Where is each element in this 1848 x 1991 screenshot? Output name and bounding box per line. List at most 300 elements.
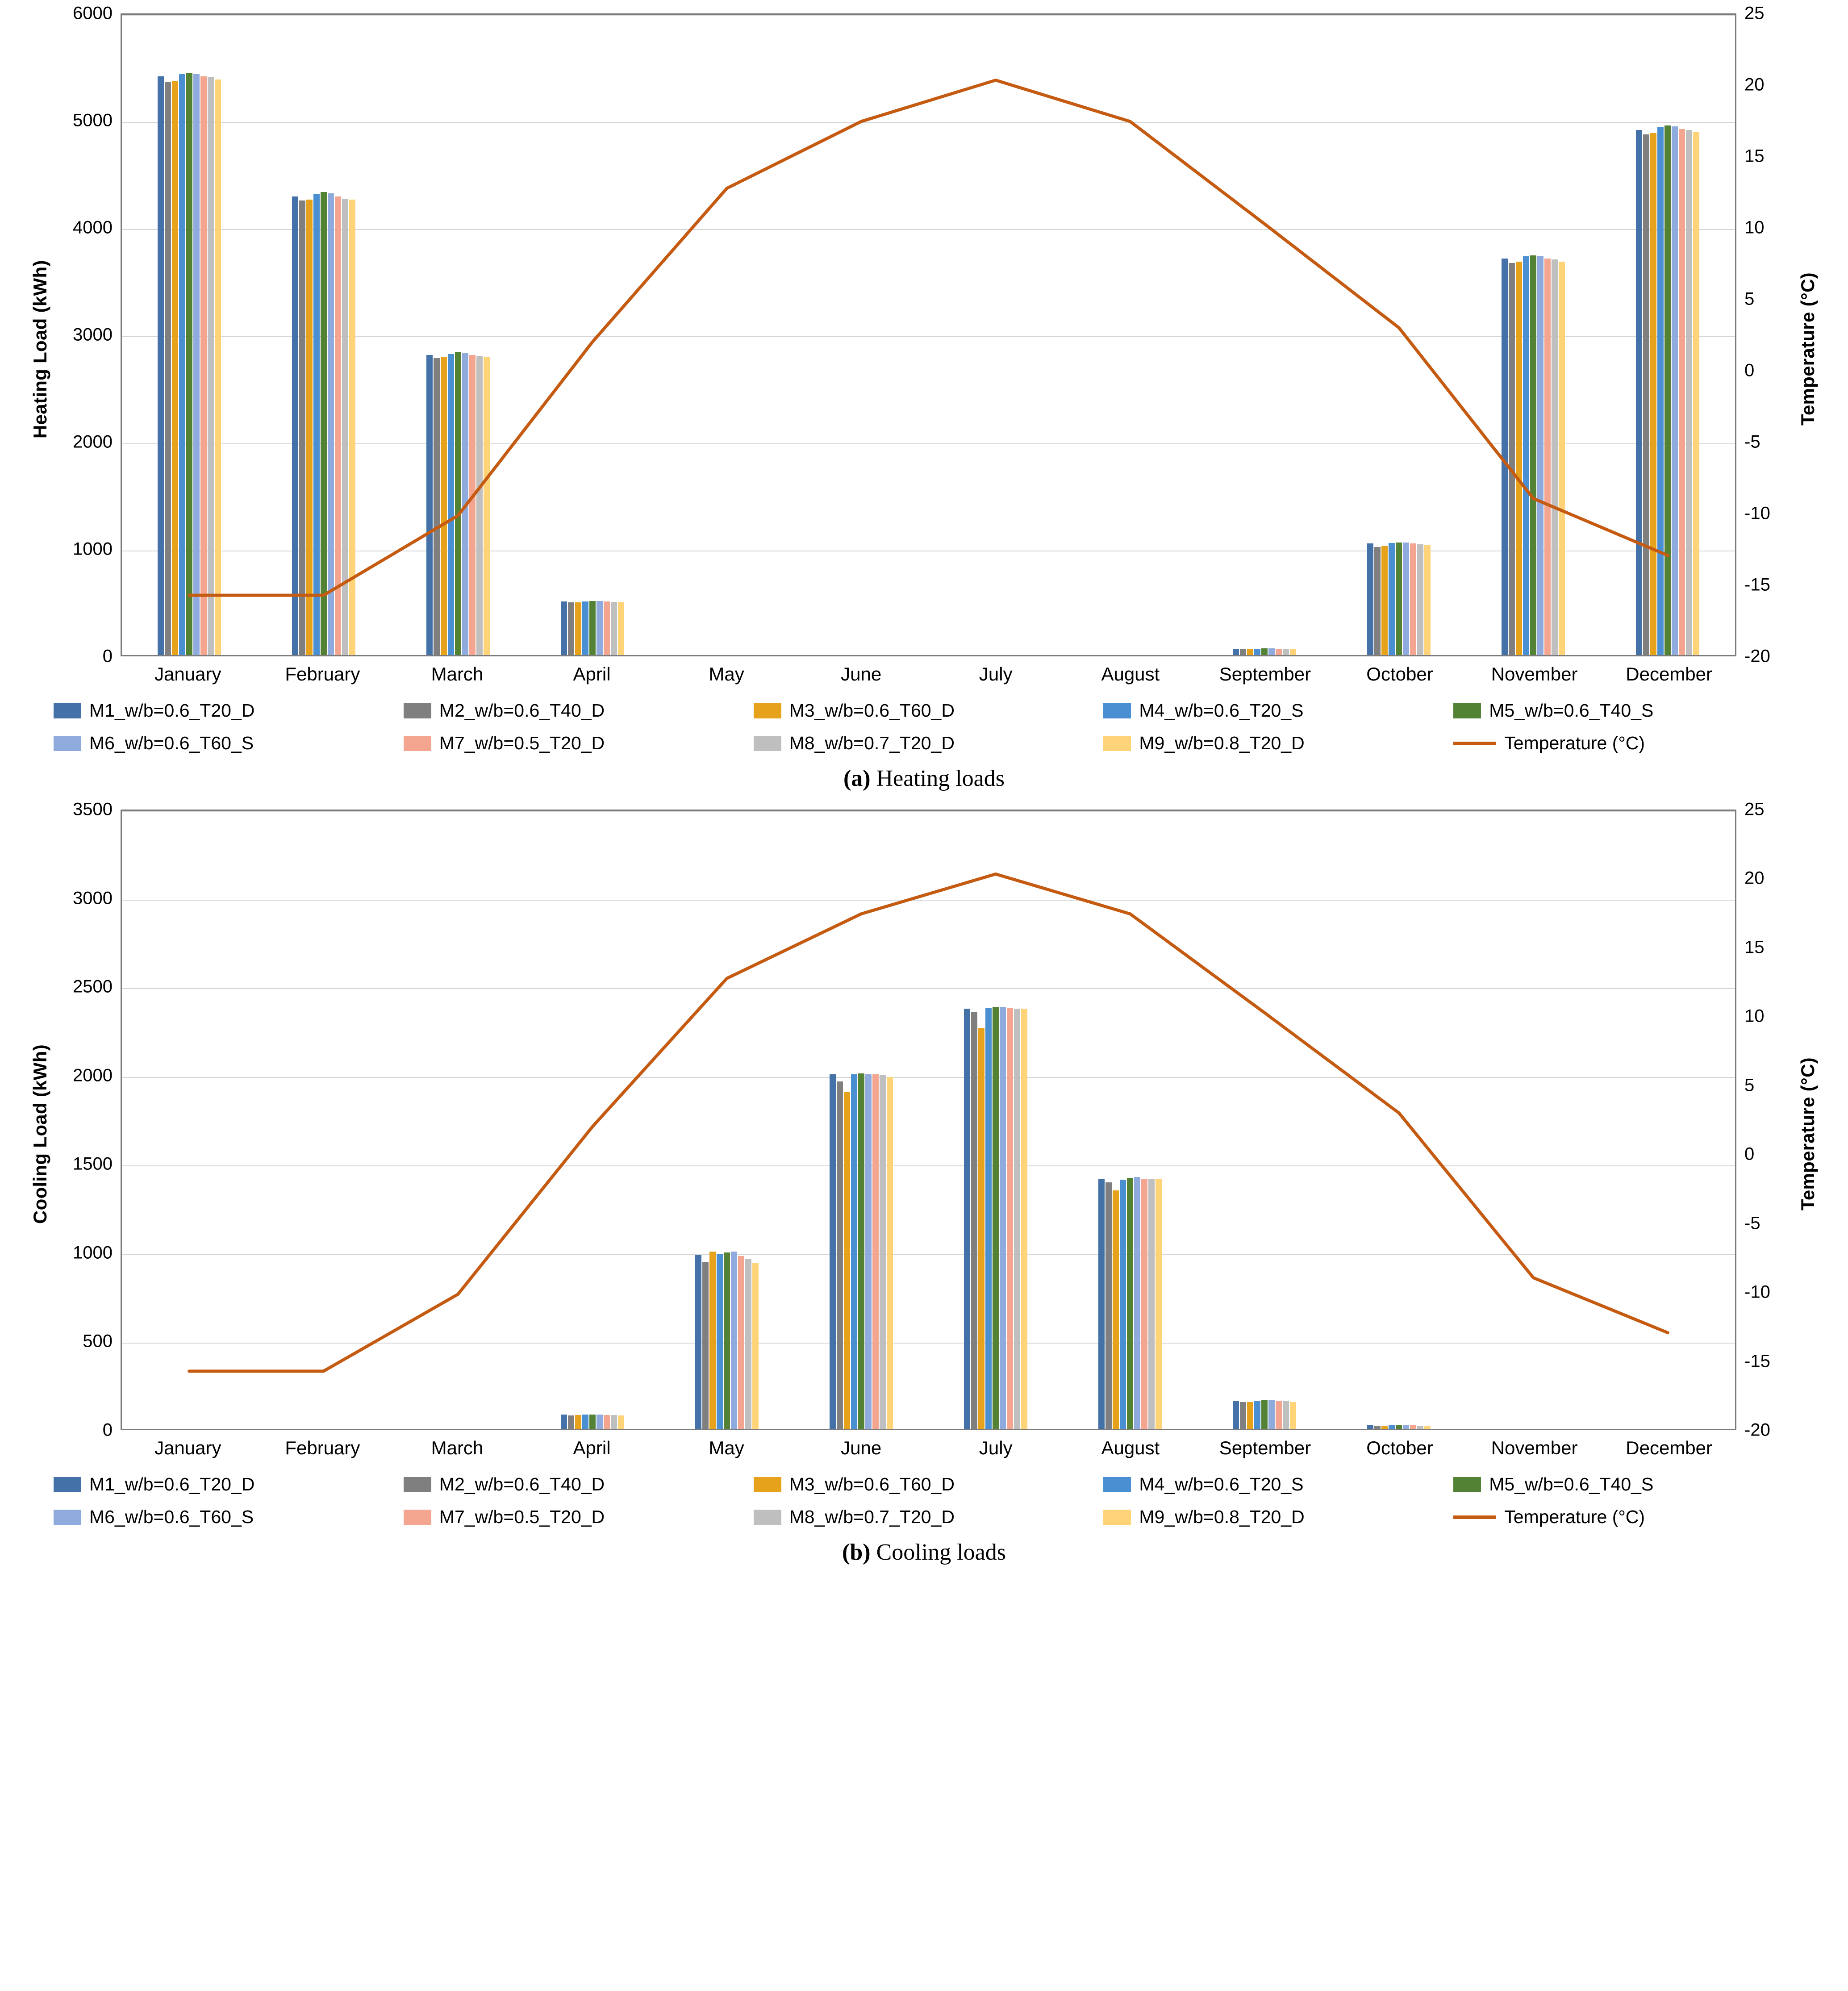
plot-area — [121, 810, 1736, 1430]
bar — [1290, 1402, 1296, 1429]
y-tick-label-left: 6000 — [73, 3, 113, 23]
x-tick-label: September — [1219, 1437, 1311, 1458]
bar — [568, 1415, 574, 1429]
legend-label: M5_w/b=0.6_T40_S — [1489, 1474, 1654, 1494]
bar — [1693, 132, 1699, 655]
chart — [27, 3, 1821, 685]
legend-item[interactable] — [1103, 1507, 1453, 1528]
bar — [561, 601, 567, 655]
x-tick-label: June — [841, 1437, 882, 1458]
figure-cooling — [27, 799, 1821, 1565]
bar — [709, 1252, 716, 1429]
legend-label: M4_w/b=0.6_T20_S — [1139, 1474, 1304, 1494]
bar — [1120, 1180, 1126, 1429]
chart-legend — [27, 700, 1821, 754]
bar — [193, 74, 200, 655]
y-tick-label-left: 0 — [102, 646, 113, 666]
bar — [299, 200, 305, 655]
x-tick-label: February — [285, 1437, 360, 1458]
legend-row — [54, 1507, 1803, 1528]
legend-item[interactable] — [1103, 700, 1453, 721]
bar — [724, 1252, 730, 1429]
legend-item[interactable] — [54, 700, 404, 721]
bar — [1657, 127, 1664, 655]
bar — [837, 1081, 843, 1429]
y-tick-label-right: 10 — [1744, 1006, 1765, 1026]
y-axis-ticks-right — [1736, 3, 1794, 666]
y-tick-label-right: -5 — [1744, 432, 1760, 452]
bar — [971, 1012, 977, 1429]
bar-group — [928, 811, 1063, 1429]
legend-swatch-icon — [1453, 1477, 1481, 1492]
legend-swatch-icon — [754, 736, 781, 751]
bar — [745, 1259, 751, 1429]
bar — [702, 1262, 709, 1429]
bar — [313, 194, 320, 655]
y-tick-label-left: 2000 — [73, 1065, 113, 1085]
bar — [1664, 125, 1671, 655]
y-axis-title-left: Cooling Load (kWh) — [29, 1044, 50, 1224]
y-axis-ticks-right — [1736, 799, 1794, 1440]
bar — [208, 77, 214, 655]
bar — [335, 196, 341, 655]
bar — [1417, 544, 1423, 655]
legend-label: Temperature (°C) — [1504, 733, 1645, 753]
bar — [426, 355, 433, 655]
figure-caption — [27, 1539, 1821, 1565]
bar — [985, 1008, 992, 1429]
bar — [1127, 1178, 1133, 1429]
bar — [604, 601, 610, 655]
legend-label: M1_w/b=0.6_T20_D — [89, 700, 255, 721]
bar — [1254, 1401, 1260, 1429]
bar — [1396, 543, 1402, 655]
legend-item[interactable] — [1103, 1474, 1453, 1495]
bar — [455, 352, 461, 655]
y-tick-label-right: 25 — [1744, 799, 1765, 819]
legend-item[interactable] — [1453, 1507, 1803, 1528]
bar-group — [1332, 15, 1466, 655]
caption-text: Cooling loads — [870, 1540, 1006, 1565]
y-tick-label-left: 3500 — [73, 799, 113, 819]
bar — [880, 1075, 886, 1429]
bar-group — [1466, 811, 1601, 1429]
legend-swatch-icon — [1103, 1477, 1131, 1492]
bar — [1381, 1426, 1388, 1429]
bar — [597, 601, 603, 655]
bar — [1424, 545, 1431, 655]
bar — [830, 1074, 836, 1429]
bar — [1021, 1009, 1027, 1429]
x-tick-label: May — [709, 664, 744, 685]
bar — [462, 353, 468, 655]
x-axis-labels — [121, 656, 1736, 685]
x-tick-label: November — [1491, 664, 1578, 685]
y-axis-title-left: Heating Load (kWh) — [29, 260, 50, 438]
legend-swatch-icon — [54, 1477, 81, 1492]
bar — [1537, 256, 1543, 655]
bar-group — [659, 15, 794, 655]
bar — [1007, 1008, 1013, 1429]
bar — [179, 74, 185, 655]
bar-group — [794, 15, 928, 655]
bar — [561, 1415, 567, 1429]
bar — [738, 1256, 744, 1429]
bar — [1381, 546, 1388, 655]
bar — [695, 1255, 701, 1429]
bar-columns — [122, 811, 1735, 1429]
figures-container — [27, 3, 1821, 1565]
legend-swatch-icon — [404, 736, 431, 751]
legend-item[interactable] — [404, 733, 754, 754]
x-tick-label: July — [979, 1437, 1013, 1458]
y-tick-label-right: -15 — [1744, 1351, 1770, 1371]
bar — [575, 602, 581, 655]
legend-label: M8_w/b=0.7_T20_D — [789, 1507, 955, 1527]
x-tick-label: August — [1101, 664, 1160, 685]
bar — [865, 1074, 872, 1429]
y-tick-label-right: 10 — [1744, 217, 1765, 238]
y-tick-label-right: 20 — [1744, 75, 1765, 95]
bar — [993, 1007, 999, 1429]
plot-area — [121, 13, 1736, 656]
bar — [604, 1415, 610, 1429]
y-tick-label-right: 25 — [1744, 3, 1765, 23]
x-tick-label: October — [1366, 664, 1433, 685]
plot-area-wrapper — [121, 13, 1736, 685]
bar-group — [525, 15, 659, 655]
chart-legend — [27, 1474, 1821, 1528]
y-tick-label-left: 5000 — [73, 110, 113, 130]
bar — [1156, 1179, 1162, 1429]
x-tick-label: January — [154, 1437, 221, 1458]
bar — [476, 356, 483, 655]
bar — [1290, 649, 1296, 655]
bar — [611, 1415, 617, 1429]
y-tick-label-left: 1500 — [73, 1154, 113, 1174]
y-tick-label-left: 3000 — [73, 325, 113, 345]
legend-label: M9_w/b=0.8_T20_D — [1139, 733, 1305, 753]
bar-group — [525, 811, 659, 1429]
bar — [1247, 1402, 1253, 1429]
bar — [582, 1415, 588, 1429]
y-tick-label-right: -10 — [1744, 503, 1770, 523]
bar — [1367, 1425, 1373, 1429]
y-tick-label-left: 1000 — [73, 1243, 113, 1263]
bar — [1268, 1400, 1275, 1429]
x-tick-label: November — [1491, 1437, 1578, 1458]
legend-swatch-icon — [1103, 1510, 1131, 1525]
figure-heating — [27, 3, 1821, 792]
bar — [1396, 1425, 1402, 1429]
legend-label: M5_w/b=0.6_T40_S — [1489, 700, 1654, 721]
bar-group — [122, 15, 256, 655]
bar-group — [122, 811, 256, 1429]
bar — [1559, 262, 1565, 655]
bar — [158, 76, 164, 655]
y-tick-label-right: -15 — [1744, 575, 1770, 595]
legend-label: M9_w/b=0.8_T20_D — [1139, 1507, 1305, 1527]
x-tick-label: December — [1626, 664, 1713, 685]
y-tick-label-right: -20 — [1744, 646, 1770, 666]
x-tick-label: June — [841, 664, 882, 685]
legend-label: M2_w/b=0.6_T40_D — [439, 700, 605, 721]
y-tick-label-left: 2000 — [73, 432, 113, 452]
bar — [752, 1263, 759, 1429]
y-tick-label-right: -20 — [1744, 1420, 1770, 1440]
bar — [1636, 130, 1642, 655]
bar — [1672, 126, 1678, 655]
legend-line-icon — [1453, 742, 1496, 745]
bar — [434, 358, 440, 655]
bar — [469, 355, 476, 655]
bar — [589, 1415, 596, 1429]
x-tick-label: October — [1366, 1437, 1433, 1458]
y-tick-label-right: 20 — [1744, 868, 1765, 888]
bar — [582, 601, 588, 655]
legend-label: M2_w/b=0.6_T40_D — [439, 1474, 605, 1494]
x-tick-label: July — [979, 664, 1013, 685]
bar-group — [391, 15, 525, 655]
chart — [27, 799, 1821, 1459]
bar-group — [1063, 15, 1197, 655]
legend-swatch-icon — [54, 1510, 81, 1525]
y-tick-label-right: -10 — [1744, 1282, 1770, 1302]
bar — [978, 1028, 984, 1429]
legend-swatch-icon — [1453, 703, 1481, 718]
legend-swatch-icon — [54, 703, 81, 718]
y-tick-label-right: 0 — [1744, 1144, 1755, 1164]
legend-swatch-icon — [754, 1477, 781, 1492]
bar — [1261, 1400, 1268, 1429]
bar — [1544, 259, 1551, 655]
bar — [1254, 649, 1260, 655]
bar — [597, 1415, 603, 1429]
x-tick-label: September — [1219, 664, 1311, 685]
bar — [717, 1254, 723, 1429]
bar — [1643, 134, 1649, 655]
bar — [1374, 1426, 1381, 1429]
bar — [215, 79, 221, 655]
legend-swatch-icon — [1103, 703, 1131, 718]
bar — [1410, 543, 1416, 655]
legend-item[interactable] — [1453, 733, 1803, 754]
y-tick-label-left: 4000 — [73, 217, 113, 238]
legend-label: M4_w/b=0.6_T20_S — [1139, 700, 1304, 721]
legend-row — [54, 1474, 1803, 1495]
x-tick-label: March — [431, 664, 484, 685]
bar — [165, 82, 171, 655]
bar — [575, 1415, 581, 1429]
caption-tag: (b) — [842, 1540, 871, 1565]
y-tick-label-left: 2500 — [73, 977, 113, 997]
legend-item[interactable] — [754, 700, 1104, 721]
bar — [1105, 1182, 1112, 1429]
y-tick-label-right: -5 — [1744, 1213, 1760, 1233]
bar — [1552, 259, 1558, 655]
legend-swatch-icon — [404, 1510, 431, 1525]
bar — [589, 601, 596, 655]
bar — [292, 196, 298, 655]
bar — [1283, 649, 1289, 655]
bar — [1113, 1190, 1119, 1429]
legend-item[interactable] — [54, 733, 404, 754]
x-tick-label: April — [573, 664, 611, 685]
bar — [1389, 543, 1395, 655]
bar-group — [659, 811, 794, 1429]
y-tick-label-left: 1000 — [73, 539, 113, 559]
legend-item[interactable] — [754, 1474, 1104, 1495]
y-tick-label-right: 5 — [1744, 1075, 1755, 1095]
bar — [321, 192, 327, 655]
bar — [618, 1415, 624, 1429]
y-tick-label-right: 15 — [1744, 937, 1765, 957]
bar — [1141, 1179, 1147, 1429]
bar — [1417, 1426, 1423, 1429]
legend-swatch-icon — [1103, 736, 1131, 751]
x-tick-label: August — [1101, 1437, 1160, 1458]
bar — [618, 602, 624, 655]
bar — [1403, 1425, 1409, 1429]
bar — [172, 81, 178, 655]
y-tick-label-right: 0 — [1744, 360, 1755, 380]
y-axis-ticks-left — [54, 3, 121, 666]
x-axis-labels — [121, 1430, 1736, 1459]
bar — [1650, 133, 1656, 655]
bar — [1261, 648, 1268, 655]
y-tick-label-right: 5 — [1744, 289, 1755, 309]
bar — [306, 200, 313, 655]
bar-group — [391, 811, 525, 1429]
y-axis-title-right: Temperature (°C) — [1797, 1057, 1818, 1211]
bar — [448, 354, 454, 655]
y-axis-title-right: Temperature (°C) — [1797, 272, 1818, 426]
figure-caption — [27, 765, 1821, 792]
bar — [441, 357, 447, 655]
y-tick-label-left: 0 — [102, 1420, 113, 1440]
bar — [186, 73, 192, 655]
bar — [1240, 649, 1246, 655]
caption-tag: (a) — [843, 766, 871, 791]
bar — [1247, 649, 1253, 655]
legend-item[interactable] — [404, 1474, 754, 1495]
bar — [1014, 1009, 1020, 1429]
bar — [1134, 1177, 1140, 1429]
bar — [1502, 259, 1508, 655]
legend-label: M7_w/b=0.5_T20_D — [439, 1507, 605, 1527]
bar-group — [1601, 811, 1735, 1429]
bar — [1523, 256, 1529, 655]
bar — [1240, 1402, 1246, 1429]
bar — [342, 199, 348, 655]
bar — [568, 602, 574, 655]
bar — [1276, 649, 1282, 655]
bar — [851, 1074, 857, 1429]
y-tick-label-left: 3000 — [73, 888, 113, 908]
legend-item[interactable] — [1453, 1474, 1803, 1495]
legend-item[interactable] — [1103, 733, 1453, 754]
legend-swatch-icon — [754, 1510, 781, 1525]
legend-swatch-icon — [54, 736, 81, 751]
bar — [1000, 1007, 1006, 1429]
bar — [1283, 1401, 1289, 1429]
bar — [1389, 1425, 1395, 1429]
bar — [611, 602, 617, 655]
legend-item[interactable] — [404, 1507, 754, 1528]
bar — [1530, 255, 1536, 655]
bar — [1367, 543, 1373, 655]
bar — [1686, 130, 1692, 655]
plot-area-wrapper — [121, 810, 1736, 1459]
legend-swatch-icon — [404, 1477, 431, 1492]
bar — [1679, 129, 1685, 655]
legend-swatch-icon — [404, 703, 431, 718]
bar-group — [1197, 811, 1332, 1429]
y-axis-ticks-left — [54, 799, 121, 1440]
legend-label: M6_w/b=0.6_T60_S — [89, 733, 254, 753]
legend-item[interactable] — [54, 1474, 404, 1495]
bar — [731, 1252, 737, 1429]
legend-label: Temperature (°C) — [1504, 1507, 1645, 1527]
bar — [1233, 1401, 1239, 1429]
bar — [1098, 1179, 1105, 1429]
legend-item[interactable] — [754, 1507, 1104, 1528]
x-tick-label: January — [154, 664, 221, 685]
bar — [328, 193, 334, 655]
bar — [844, 1092, 850, 1429]
legend-item[interactable] — [1453, 700, 1803, 721]
bar-group — [794, 811, 928, 1429]
bar — [1424, 1426, 1431, 1429]
bar — [1516, 262, 1522, 655]
bar — [1509, 263, 1515, 655]
bar — [964, 1009, 970, 1429]
bar — [872, 1074, 879, 1429]
chart-body — [27, 3, 1821, 685]
legend-label: M3_w/b=0.6_T60_D — [789, 1474, 955, 1494]
legend-item[interactable] — [54, 1507, 404, 1528]
legend-label: M8_w/b=0.7_T20_D — [789, 733, 955, 753]
legend-swatch-icon — [754, 703, 781, 718]
bar-group — [928, 15, 1063, 655]
bar — [1410, 1425, 1416, 1429]
bar — [887, 1077, 893, 1429]
bar-group — [1197, 15, 1332, 655]
bar-group — [1601, 15, 1735, 655]
bar — [1403, 543, 1409, 655]
x-tick-label: February — [285, 664, 360, 685]
bar — [1276, 1401, 1282, 1429]
legend-label: M7_w/b=0.5_T20_D — [439, 733, 605, 753]
bar — [349, 200, 355, 655]
bar — [484, 357, 490, 655]
legend-label: M3_w/b=0.6_T60_D — [789, 700, 955, 721]
legend-line-icon — [1453, 1515, 1496, 1519]
bar-group — [1466, 15, 1601, 655]
chart-body — [27, 799, 1821, 1459]
legend-label: M1_w/b=0.6_T20_D — [89, 1474, 255, 1494]
legend-item[interactable] — [404, 700, 754, 721]
legend-item[interactable] — [754, 733, 1104, 754]
legend-row — [54, 733, 1803, 754]
bar-columns — [122, 15, 1735, 655]
bar — [1374, 547, 1381, 655]
x-tick-label: March — [431, 1437, 484, 1458]
bar — [858, 1073, 864, 1429]
caption-text: Heating loads — [870, 766, 1005, 791]
bar-group — [256, 811, 391, 1429]
bar-group — [1332, 811, 1466, 1429]
